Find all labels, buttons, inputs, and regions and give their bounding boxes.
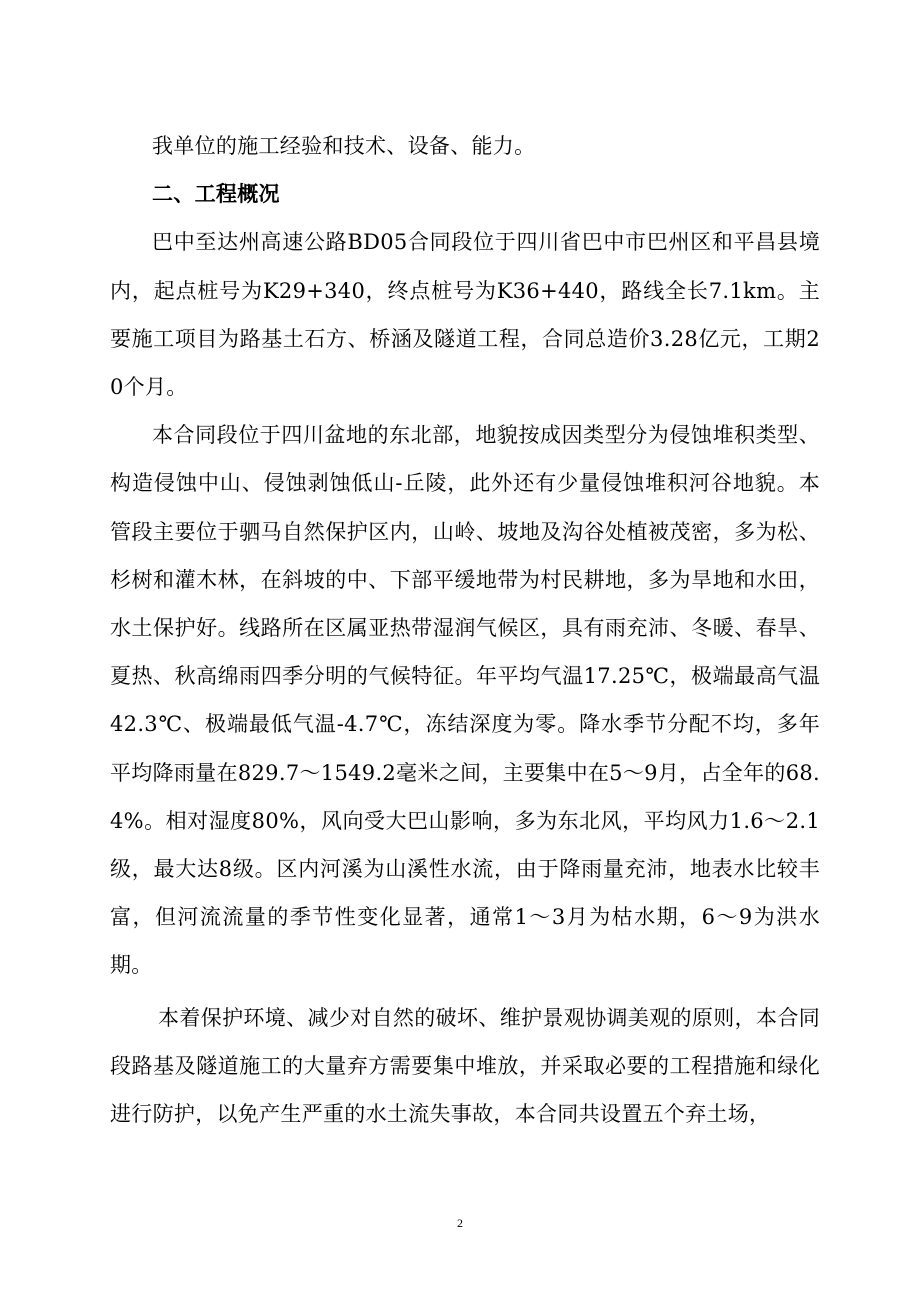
paragraph-project-overview: 巴中至达州高速公路BD05合同段位于四川省巴中市巴州区和平昌县境内，起点桩号为K29+340，终点桩号为K36+440，路线全长7.1km。主要施工项目为路基土石方、桥涵及隧道工程，合同总造价3.28亿元，工期20个月。 xyxy=(110,230,820,400)
paragraph-intro-tail: 我单位的施工经验和技术、设备、能力。 xyxy=(152,134,536,158)
paragraph-spoil-disposal: 本着保护环境、减少对自然的破坏、维护景观协调美观的原则，本合同段路基及隧道施工的大量弃方需要集中堆放，并采取必要的工程措施和绿化进行防护，以免产生严重的水土流失事故，本合同共设置五个弃土场， xyxy=(110,1005,820,1127)
section-heading: 二、工程概况 xyxy=(152,181,280,207)
page-number: 2 xyxy=(457,1216,463,1230)
page-body xyxy=(110,122,820,1138)
paragraph-geography-climate: 本合同段位于四川盆地的东北部，地貌按成因类型分为侵蚀堆积类型、构造侵蚀中山、侵蚀剥蚀低山-丘陵，此外还有少量侵蚀堆积河谷地貌。本管段主要位于驷马自然保护区内，山岭、坡地及沟谷处植被茂密，多为松、杉树和灌木林，在斜坡的中、下部平缓地带为村民耕地，多为旱地和水田，水土保护好。线路所在区属亚热带湿润气候区，具有雨充沛、冬暖、春旱、夏热、秋高绵雨四季分明的气候特征。年平均气温17.25℃，极端最高气温42.3℃、极端最低气温-4.7℃，冻结深度为零。降水季节分配不均，多年平均降雨量在829.7～1549.2毫米之间，主要集中在5～9月，占全年的68.4%。相对湿度80%，风向受大巴山影响，多为东北风，平均风力1.6～2.1级，最大达8级。区内河溪为山溪性水流，由于降雨量充沛，地表水比较丰富，但河流流量的季节性变化显著，通常1～3月为枯水期，6～9为洪水期。 xyxy=(110,423,820,978)
